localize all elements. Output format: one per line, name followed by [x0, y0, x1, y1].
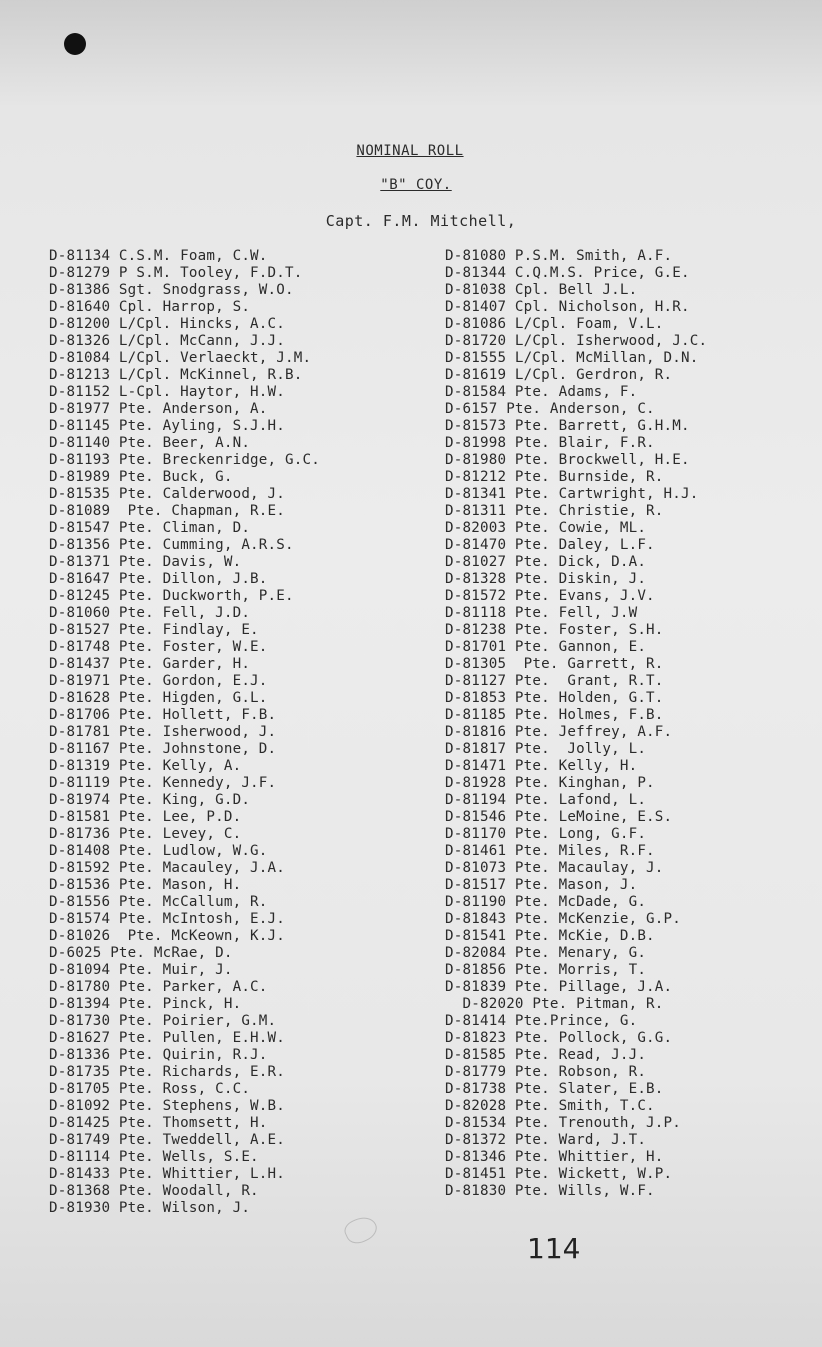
roll-entry: D-81319 Pte. Kelly, A.: [49, 758, 242, 774]
roll-entry: D-81451 Pte. Wickett, W.P.: [445, 1166, 673, 1182]
roll-entry: D-6157 Pte. Anderson, C.: [445, 401, 655, 417]
roll-entry: D-81628 Pte. Higden, G.L.: [49, 690, 268, 706]
roll-entry: D-81371 Pte. Davis, W.: [49, 554, 242, 570]
roll-entry: D-81930 Pte. Wilson, J.: [49, 1200, 251, 1216]
roll-entry: D-81780 Pte. Parker, A.C.: [49, 979, 268, 995]
roll-entry: D-81127 Pte. Grant, R.T.: [445, 673, 664, 689]
handwritten-page-number: 114: [527, 1232, 581, 1265]
right-roll-column: [445, 248, 707, 1200]
roll-entry: D-81541 Pte. McKie, D.B.: [445, 928, 655, 944]
roll-entry: D-81856 Pte. Morris, T.: [445, 962, 647, 978]
roll-entry: D-81408 Pte. Ludlow, W.G.: [49, 843, 268, 859]
roll-entry: D-81279 P S.M. Tooley, F.D.T.: [49, 265, 303, 281]
roll-entry: D-81470 Pte. Daley, L.F.: [445, 537, 655, 553]
roll-entry: D-81145 Pte. Ayling, S.J.H.: [49, 418, 286, 434]
roll-entry: D-81092 Pte. Stephens, W.B.: [49, 1098, 286, 1114]
roll-entry: D-81556 Pte. McCallum, R.: [49, 894, 268, 910]
roll-entry: D-81346 Pte. Whittier, H.: [445, 1149, 664, 1165]
roll-entry: D-81170 Pte. Long, G.F.: [445, 826, 647, 842]
roll-entry: D-81060 Pte. Fell, J.D.: [49, 605, 251, 621]
roll-entry: D-81437 Pte. Garder, H.: [49, 656, 251, 672]
roll-entry: D-81311 Pte. Christie, R.: [445, 503, 664, 519]
roll-entry: D-81627 Pte. Pullen, E.H.W.: [49, 1030, 286, 1046]
ink-smudge: [341, 1212, 380, 1247]
left-roll-column: [49, 248, 320, 1217]
roll-entry: D-81073 Pte. Macaulay, J.: [445, 860, 664, 876]
roll-entry: D-81534 Pte. Trenouth, J.P.: [445, 1115, 682, 1131]
roll-entry: D-81738 Pte. Slater, E.B.: [445, 1081, 664, 1097]
roll-entry: D-81640 Cpl. Harrop, S.: [49, 299, 251, 315]
roll-entry: D-81185 Pte. Holmes, F.B.: [445, 707, 664, 723]
roll-entry: D-81843 Pte. McKenzie, G.P.: [445, 911, 682, 927]
roll-entry: D-81971 Pte. Gordon, E.J.: [49, 673, 268, 689]
roll-entry: D-81517 Pte. Mason, J.: [445, 877, 638, 893]
roll-entry: D-81193 Pte. Breckenridge, G.C.: [49, 452, 320, 468]
roll-entry: D-81706 Pte. Hollett, F.B.: [49, 707, 277, 723]
roll-entry: D-81536 Pte. Mason, H.: [49, 877, 242, 893]
roll-entry: D-81974 Pte. King, G.D.: [49, 792, 251, 808]
roll-entry: D-81140 Pte. Beer, A.N.: [49, 435, 251, 451]
roll-entry: D-81433 Pte. Whittier, L.H.: [49, 1166, 286, 1182]
roll-entry: D-81619 L/Cpl. Gerdron, R.: [445, 367, 673, 383]
roll-entry: D-81977 Pte. Anderson, A.: [49, 401, 268, 417]
roll-entry: D-81425 Pte. Thomsett, H.: [49, 1115, 268, 1131]
roll-entry: D-81701 Pte. Gannon, E.: [445, 639, 647, 655]
roll-entry: D-81581 Pte. Lee, P.D.: [49, 809, 242, 825]
roll-entry: D-81584 Pte. Adams, F.: [445, 384, 638, 400]
roll-entry: D-81720 L/Cpl. Isherwood, J.C.: [445, 333, 708, 349]
roll-entry: D-81998 Pte. Blair, F.R.: [445, 435, 655, 451]
roll-entry: D-81816 Pte. Jeffrey, A.F.: [445, 724, 673, 740]
roll-entry: D-81344 C.Q.M.S. Price, G.E.: [445, 265, 690, 281]
roll-entry: D-81749 Pte. Tweddell, A.E.: [49, 1132, 286, 1148]
roll-entry: D-82003 Pte. Cowie, ML.: [445, 520, 647, 536]
roll-entry: D-6025 Pte. McRae, D.: [49, 945, 233, 961]
company-heading: "B" COY.: [380, 177, 452, 193]
roll-entry: D-81705 Pte. Ross, C.C.: [49, 1081, 251, 1097]
roll-entry: D-81547 Pte. Climan, D.: [49, 520, 251, 536]
roll-entry: D-82084 Pte. Menary, G.: [445, 945, 647, 961]
roll-entry: D-81394 Pte. Pinck, H.: [49, 996, 242, 1012]
roll-entry: D-81026 Pte. McKeown, K.J.: [49, 928, 286, 944]
roll-entry: D-81585 Pte. Read, J.J.: [445, 1047, 647, 1063]
roll-entry: D-81119 Pte. Kennedy, J.F.: [49, 775, 277, 791]
roll-entry: D-81546 Pte. LeMoine, E.S.: [445, 809, 673, 825]
roll-entry: D-81089 Pte. Chapman, R.E.: [49, 503, 286, 519]
roll-entry: D-81573 Pte. Barrett, G.H.M.: [445, 418, 690, 434]
roll-entry: D-81336 Pte. Quirin, R.J.: [49, 1047, 268, 1063]
roll-entry: D-81200 L/Cpl. Hincks, A.C.: [49, 316, 286, 332]
roll-entry: D-81356 Pte. Cumming, A.R.S.: [49, 537, 294, 553]
roll-entry: D-81555 L/Cpl. McMillan, D.N.: [445, 350, 699, 366]
roll-entry: D-81572 Pte. Evans, J.V.: [445, 588, 655, 604]
roll-entry: D-81328 Pte. Diskin, J.: [445, 571, 647, 587]
roll-entry: D-81190 Pte. McDade, G.: [445, 894, 647, 910]
roll-entry: D-81086 L/Cpl. Foam, V.L.: [445, 316, 664, 332]
roll-entry: D-81027 Pte. Dick, D.A.: [445, 554, 647, 570]
roll-entry: D-81928 Pte. Kinghan, P.: [445, 775, 655, 791]
roll-entry: D-81084 L/Cpl. Verlaeckt, J.M.: [49, 350, 312, 366]
roll-entry: D-81305 Pte. Garrett, R.: [445, 656, 664, 672]
roll-entry: D-82028 Pte. Smith, T.C.: [445, 1098, 655, 1114]
roll-entry: D-81152 L-Cpl. Haytor, H.W.: [49, 384, 286, 400]
roll-entry: D-81114 Pte. Wells, S.E.: [49, 1149, 259, 1165]
roll-entry: D-81839 Pte. Pillage, J.A.: [445, 979, 673, 995]
roll-entry: D-81980 Pte. Brockwell, H.E.: [445, 452, 690, 468]
roll-entry: D-81080 P.S.M. Smith, A.F.: [445, 248, 673, 264]
roll-entry: D-81781 Pte. Isherwood, J.: [49, 724, 277, 740]
roll-entry: D-81372 Pte. Ward, J.T.: [445, 1132, 647, 1148]
roll-entry: D-81736 Pte. Levey, C.: [49, 826, 242, 842]
roll-entry: D-81368 Pte. Woodall, R.: [49, 1183, 259, 1199]
roll-entry: D-81094 Pte. Muir, J.: [49, 962, 233, 978]
roll-entry: D-81823 Pte. Pollock, G.G.: [445, 1030, 673, 1046]
roll-entry: D-81341 Pte. Cartwright, H.J.: [445, 486, 699, 502]
roll-entry: D-81527 Pte. Findlay, E.: [49, 622, 259, 638]
roll-entry: D-82020 Pte. Pitman, R.: [445, 996, 664, 1012]
roll-entry: D-81407 Cpl. Nicholson, H.R.: [445, 299, 690, 315]
roll-entry: D-81730 Pte. Poirier, G.M.: [49, 1013, 277, 1029]
roll-entry: D-81471 Pte. Kelly, H.: [445, 758, 638, 774]
roll-entry: D-81414 Pte.Prince, G.: [445, 1013, 638, 1029]
roll-entry: D-81238 Pte. Foster, S.H.: [445, 622, 664, 638]
roll-entry: D-81574 Pte. McIntosh, E.J.: [49, 911, 286, 927]
roll-entry: D-81592 Pte. Macauley, J.A.: [49, 860, 286, 876]
document-title: NOMINAL ROLL: [356, 143, 464, 159]
roll-entry: D-81853 Pte. Holden, G.T.: [445, 690, 664, 706]
roll-entry: D-81194 Pte. Lafond, L.: [445, 792, 647, 808]
roll-entry: D-81830 Pte. Wills, W.F.: [445, 1183, 655, 1199]
roll-entry: D-81989 Pte. Buck, G.: [49, 469, 233, 485]
roll-entry: D-81735 Pte. Richards, E.R.: [49, 1064, 286, 1080]
roll-entry: D-81535 Pte. Calderwood, J.: [49, 486, 286, 502]
roll-entry: D-81134 C.S.M. Foam, C.W.: [49, 248, 268, 264]
roll-entry: D-81167 Pte. Johnstone, D.: [49, 741, 277, 757]
roll-entry: D-81213 L/Cpl. McKinnel, R.B.: [49, 367, 303, 383]
roll-entry: D-81817 Pte. Jolly, L.: [445, 741, 647, 757]
roll-entry: D-81212 Pte. Burnside, R.: [445, 469, 664, 485]
roll-entry: D-81386 Sgt. Snodgrass, W.O.: [49, 282, 294, 298]
roll-entry: D-81779 Pte. Robson, R.: [445, 1064, 647, 1080]
roll-entry: D-81748 Pte. Foster, W.E.: [49, 639, 268, 655]
punch-hole: [64, 33, 86, 55]
commander-line: Capt. F.M. Mitchell,: [325, 212, 517, 230]
roll-entry: D-81647 Pte. Dillon, J.B.: [49, 571, 268, 587]
roll-entry: D-81118 Pte. Fell, J.W: [445, 605, 638, 621]
roll-entry: D-81461 Pte. Miles, R.F.: [445, 843, 655, 859]
roll-entry: D-81038 Cpl. Bell J.L.: [445, 282, 638, 298]
roll-entry: D-81326 L/Cpl. McCann, J.J.: [49, 333, 286, 349]
roll-entry: D-81245 Pte. Duckworth, P.E.: [49, 588, 294, 604]
